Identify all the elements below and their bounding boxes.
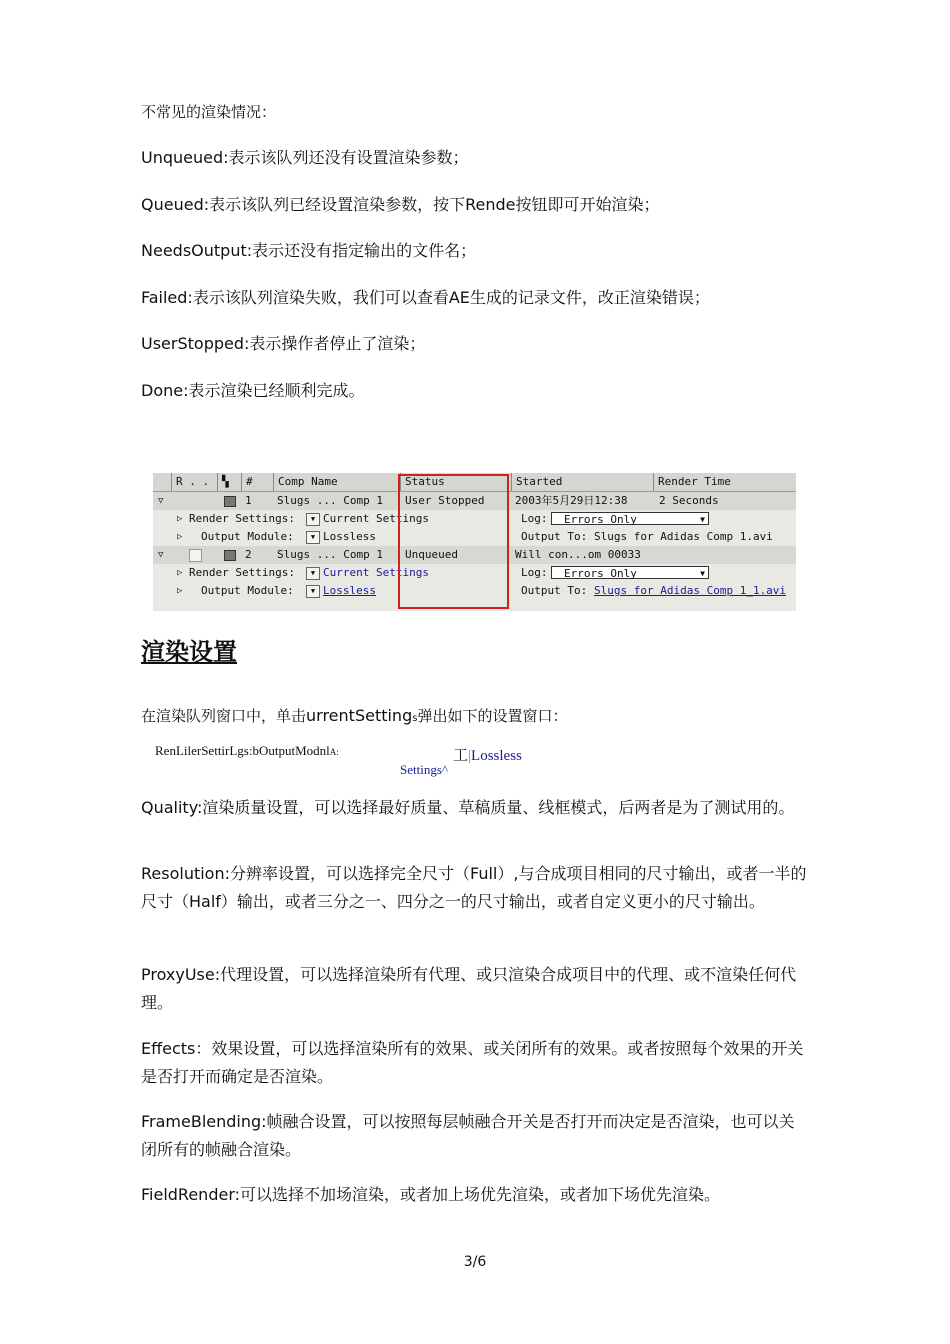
term: FrameBlending:	[141, 1112, 267, 1131]
paragraph-text: 表示该队列还没有设置渲染参数；	[228, 148, 469, 167]
column-header-label-icon[interactable]	[217, 473, 241, 491]
description-fieldrender	[141, 1181, 809, 1209]
column-header-comp-name[interactable]: Comp Name	[273, 473, 400, 491]
intro-subscript: s	[412, 713, 418, 724]
paragraph-queued	[141, 191, 809, 219]
paragraph-intro	[141, 98, 809, 126]
item-started: Will con...om 00033	[515, 548, 641, 561]
label-color-swatch	[224, 496, 236, 507]
output-module-dropdown[interactable]	[306, 585, 320, 598]
render-settings-value[interactable]: Current Settings	[323, 512, 429, 525]
expand-triangle-icon[interactable]: ▽	[158, 496, 164, 506]
render-queue-panel	[153, 473, 796, 611]
fragment-text: RenLilerSettirLgs:bOutputModnl	[155, 743, 330, 758]
paragraph-text: 表示该队列已经设置渲染参数，按下Rende按钮即可开始渲染；	[209, 195, 660, 214]
label-color-swatch	[224, 550, 236, 561]
output-module-label: Output Module:	[201, 584, 294, 597]
paragraph-done	[141, 377, 809, 405]
item-number: 2	[245, 548, 252, 561]
chevron-down-icon: ▼	[310, 587, 316, 595]
output-module-value[interactable]: Lossless	[323, 584, 376, 597]
paragraph-settings-intro	[141, 702, 809, 733]
output-module-dropdown[interactable]	[306, 531, 320, 544]
output-module-value[interactable]: Lossless	[323, 530, 376, 543]
paragraph-needsoutput	[141, 237, 809, 265]
output-to-value[interactable]: Slugs for Adidas Comp 1_1.avi	[594, 584, 787, 597]
paragraph-text: :表示操作者停止了渲染；	[244, 334, 426, 353]
description-text: 可以选择不加场渲染，或者加上场优先渲染，或者加下场优先渲染。	[240, 1185, 721, 1204]
column-header-status[interactable]: Status	[400, 473, 511, 491]
item-status: User Stopped	[405, 494, 485, 507]
term: Done:	[141, 381, 189, 400]
term: Effects	[141, 1039, 196, 1058]
term: Quality:	[141, 798, 203, 817]
paragraph-userstopped	[141, 330, 809, 358]
render-settings-value[interactable]: Current Settings	[323, 566, 429, 579]
log-select-value: Errors Only	[564, 567, 637, 580]
label-icon: ▚	[222, 475, 229, 488]
render-settings-dropdown[interactable]	[306, 567, 320, 580]
intro-keyword: urrentSetting	[306, 706, 413, 725]
expand-triangle-icon[interactable]: ▽	[158, 550, 164, 560]
item-render-time: 2 Seconds	[659, 494, 719, 507]
output-to-label: Output To:	[521, 584, 588, 597]
expand-triangle-icon[interactable]: ▷	[177, 586, 183, 596]
column-header-render-time[interactable]: Render Time	[653, 473, 796, 491]
fragment-subtext: A:	[329, 747, 339, 757]
output-to-value[interactable]: Slugs for Adidas Comp 1.avi	[594, 530, 773, 543]
term: Queued:	[141, 195, 210, 214]
log-select[interactable]	[551, 512, 709, 525]
log-select-value: Errors Only	[564, 513, 637, 526]
settings-fragment-settings: Settings^	[400, 762, 448, 777]
settings-fragment-right: 工|Lossless	[453, 748, 522, 764]
description-effects	[141, 1035, 809, 1091]
render-settings-dropdown[interactable]	[306, 513, 320, 526]
item-number: 1	[245, 494, 252, 507]
chevron-down-icon: ▼	[700, 515, 705, 524]
log-label: Log:	[521, 566, 548, 579]
chevron-down-icon: ▼	[310, 515, 316, 523]
description-text: 分辨率设置，可以选择完全尺寸（Full）,与合成项目相同的尺寸输出，或者一半的尺寸（Half）输出，或者三分之一、四分之一的尺寸输出，或者自定义更小的尺寸输出。	[141, 864, 807, 911]
chevron-down-icon: ▼	[700, 569, 705, 578]
paragraph-text: 不常见的渲染情况：	[141, 103, 277, 121]
render-settings-label: Render Settings:	[189, 566, 295, 579]
description-proxyuse	[141, 961, 809, 1017]
output-to-label: Output To:	[521, 530, 588, 543]
fragment-link: Lossless	[471, 748, 522, 764]
settings-fragment-left	[155, 743, 339, 759]
term: ProxyUse:	[141, 965, 221, 984]
description-frameblending	[141, 1108, 809, 1164]
term: Unqueued:	[141, 148, 229, 167]
description-quality	[141, 797, 809, 819]
intro-text: 弹出如下的设置窗口：	[417, 707, 568, 725]
render-checkbox[interactable]	[189, 549, 202, 562]
column-header-started[interactable]: Started	[511, 473, 653, 491]
description-text: ：效果设置，可以选择渲染所有的效果、或关闭所有的效果。或者按照每个效果的开关是否打开而确定是否渲染。	[141, 1039, 804, 1086]
log-select[interactable]	[551, 566, 709, 579]
section-heading: 渲染设置	[141, 637, 237, 666]
term: Resolution:	[141, 864, 230, 883]
expand-triangle-icon[interactable]: ▷	[177, 514, 183, 524]
chevron-down-icon: ▼	[310, 533, 316, 541]
output-module-label: Output Module:	[201, 530, 294, 543]
item-status: Unqueued	[405, 548, 458, 561]
status-highlight-box	[398, 474, 509, 609]
render-settings-label: Render Settings:	[189, 512, 295, 525]
paragraph-text: 表示该队列渲染失败，我们可以查看AE生成的记录文件，改正渲染错误；	[192, 288, 710, 307]
expand-triangle-icon[interactable]: ▷	[177, 532, 183, 542]
log-label: Log:	[521, 512, 548, 525]
paragraph-text: 表示渲染已经顺利完成。	[188, 381, 365, 400]
term: UserStopped	[141, 334, 244, 353]
fragment-glyph: 工	[453, 748, 469, 764]
item-comp-name: Slugs ... Comp 1	[277, 548, 383, 561]
expand-triangle-icon[interactable]: ▷	[177, 568, 183, 578]
item-comp-name: Slugs ... Comp 1	[277, 494, 383, 507]
description-text: 渲染质量设置，可以选择最好质量、草稿质量、线框模式，后两者是为了测试用的。	[202, 798, 795, 817]
paragraph-failed	[141, 284, 809, 312]
paragraph-unqueued	[141, 144, 809, 172]
term: Failed:	[141, 288, 193, 307]
item-started: 2003年5月29日12:38	[515, 494, 628, 507]
chevron-down-icon: ▼	[310, 569, 316, 577]
intro-text: 在渲染队列窗口中，单击	[141, 707, 307, 725]
page-number: 3/6	[463, 1254, 487, 1270]
description-resolution	[141, 860, 809, 916]
column-header-render[interactable]: R . .	[171, 473, 217, 491]
description-text: 代理设置，可以选择渲染所有代理、或只渲染合成项目中的代理、或不渲染任何代理。	[141, 965, 797, 1012]
term: NeedsOutput:	[141, 241, 253, 260]
description-text: 帧融合设置，可以按照每层帧融合开关是否打开而决定是否渲染，也可以关闭所有的帧融合渲染。	[141, 1112, 795, 1159]
column-header-number[interactable]: #	[241, 473, 273, 491]
paragraph-text: 表示还没有指定输出的文件名；	[252, 241, 477, 260]
term: FieldRender:	[141, 1185, 240, 1204]
